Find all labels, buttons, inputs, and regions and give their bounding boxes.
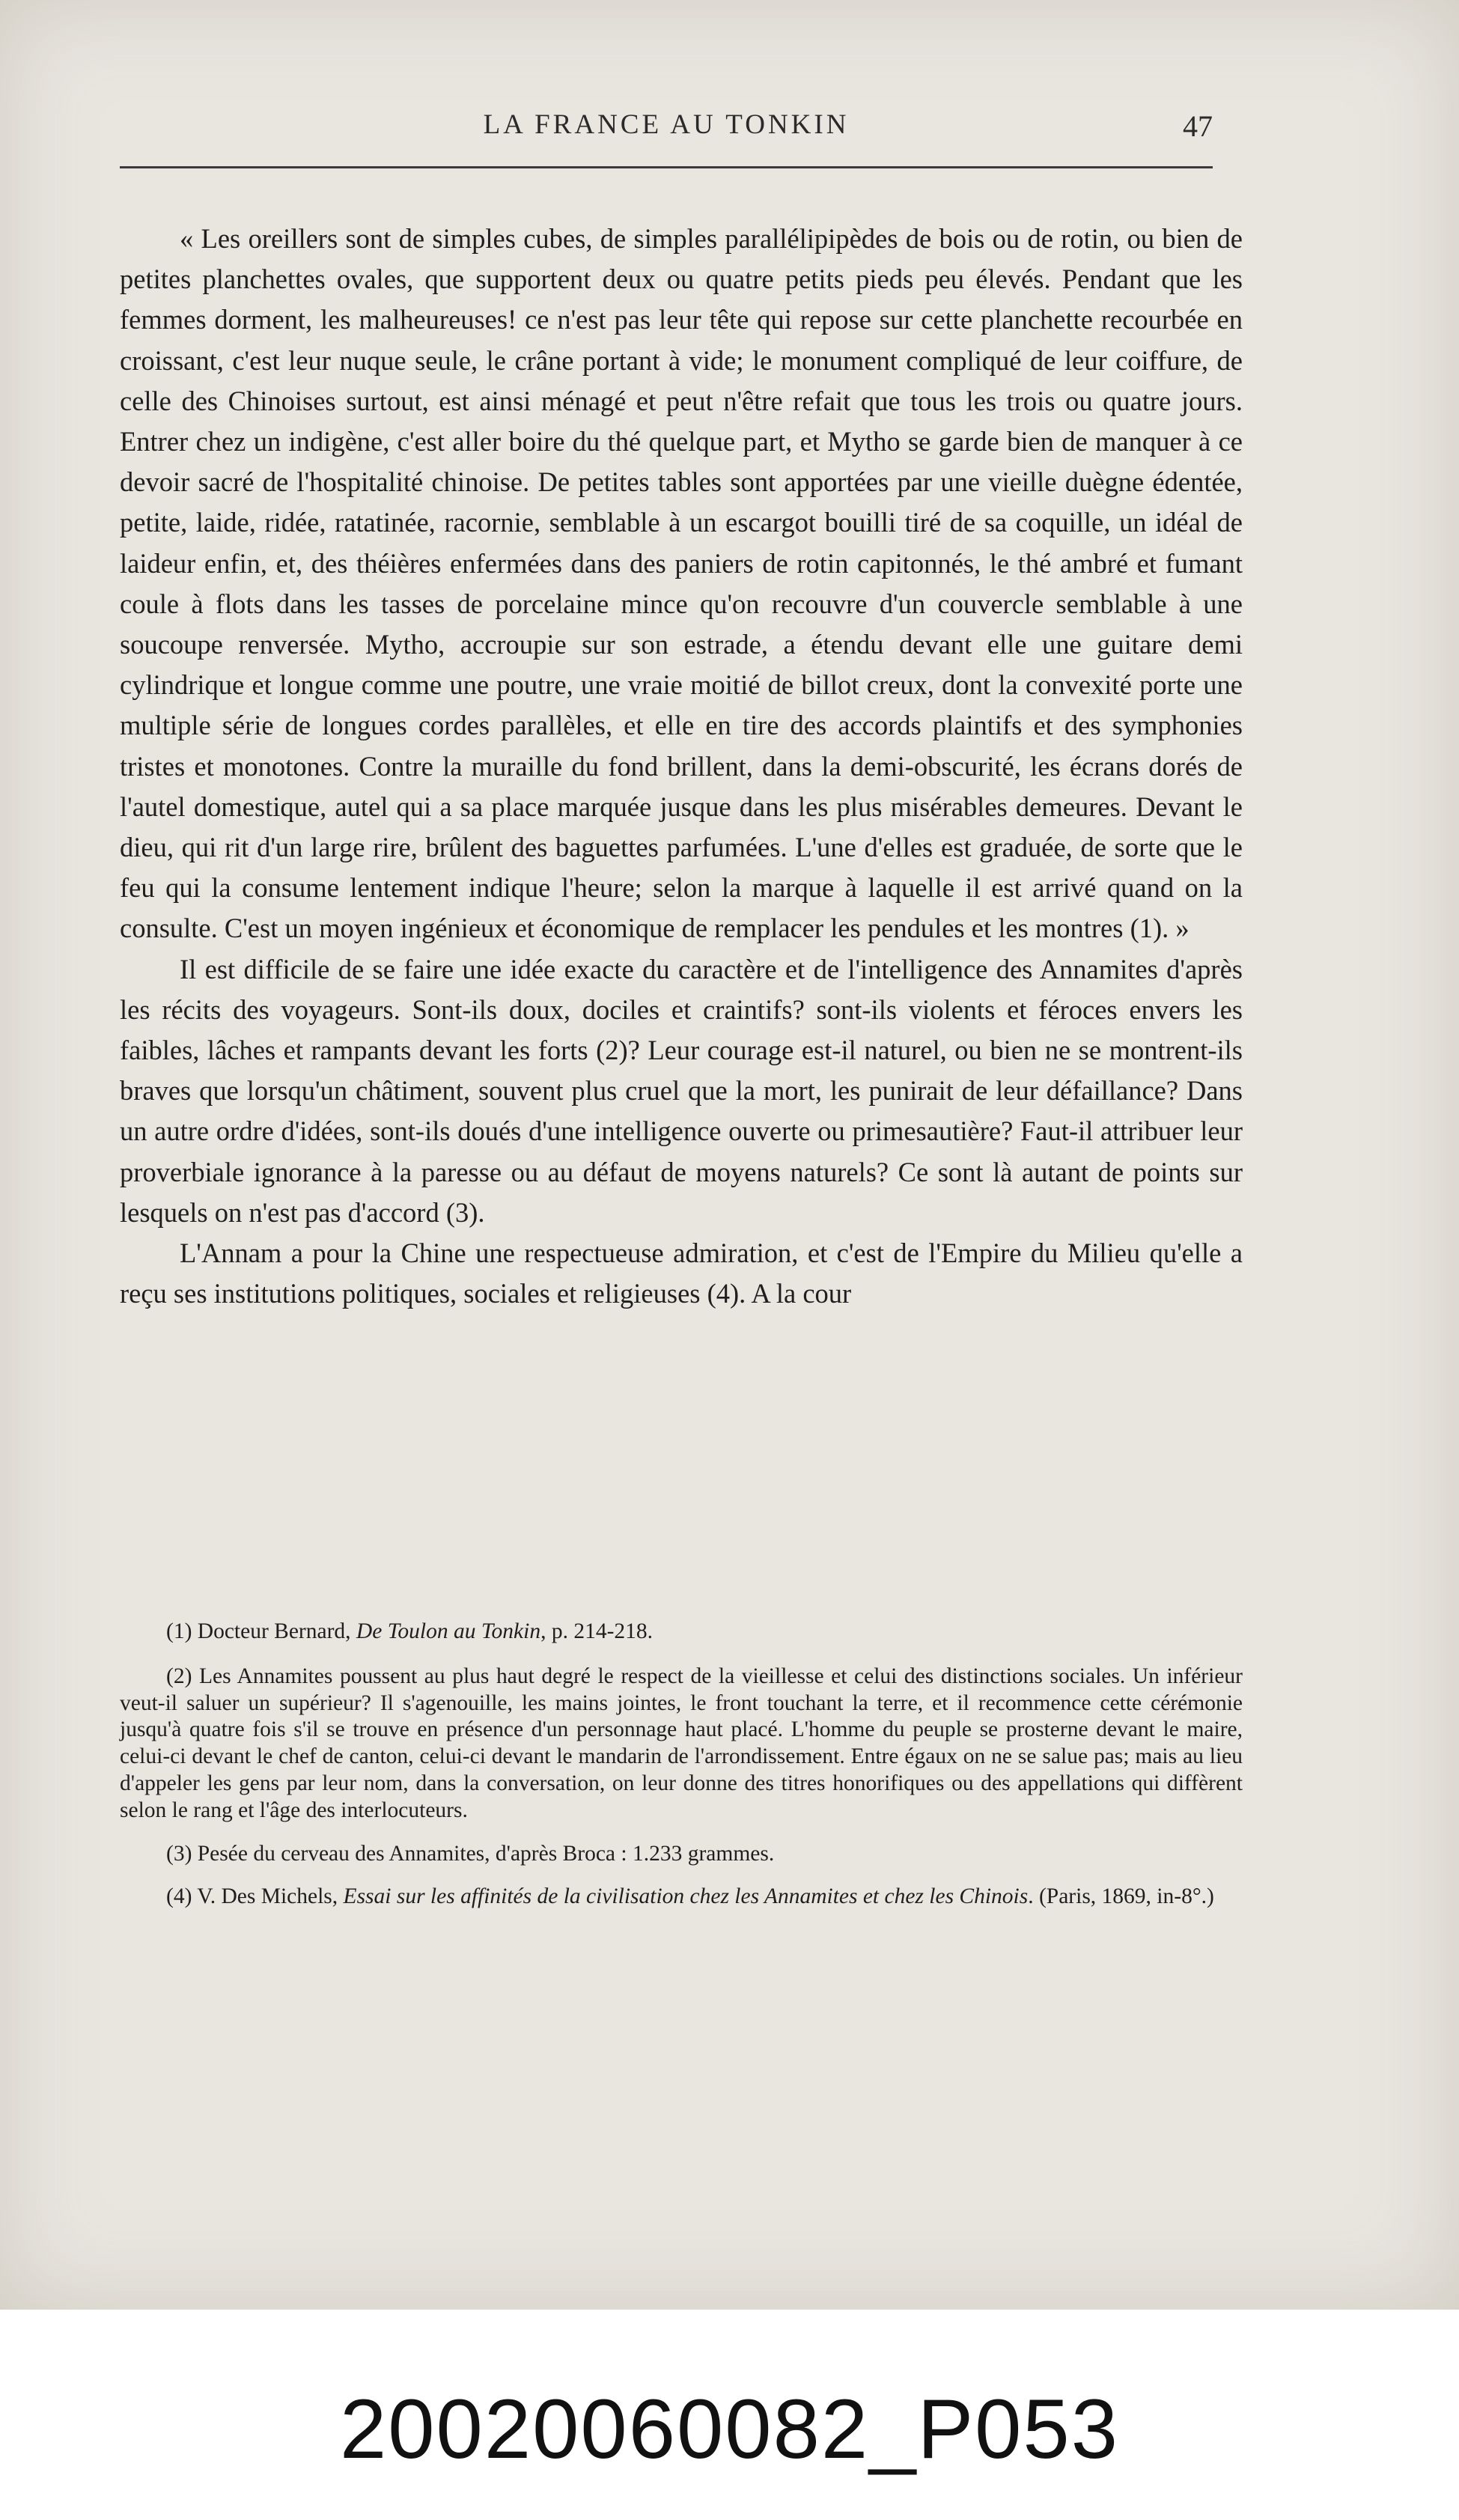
footnote-1 <box>120 1619 1243 1646</box>
paragraph-character: Il est difficile de se faire une idée exacte du caractère et de l'intelligence des Annamites d'après les récits des voyageurs. Sont-ils doux, dociles et craintifs? sont-ils violents et féroces envers les faibles, lâches et rampants devant les forts (2)? Leur courage est-il naturel, ou bien ne se montrent-ils braves que lorsqu'un châtiment, souvent plus cruel que la mort, les punirait de leur défaillance? Dans un autre ordre d'idées, sont-ils doués d'une intelligence ouverte ou primesautière? Faut-il attribuer leur proverbiale ignorance à la paresse ou au défaut de moyens naturels? Ce sont là autant de points sur lesquels on n'est pas d'accord (3). <box>120 953 1243 1228</box>
footnote-1-title: De Toulon au Tonkin <box>356 1619 541 1643</box>
footnotes <box>120 1619 1243 1918</box>
scan-id-caption: 20020060082_P053 <box>339 2382 1120 2476</box>
footnote-4 <box>120 1884 1243 1911</box>
page-header <box>120 109 1213 153</box>
footnote-2: (2) Les Annamites poussent au plus haut degré le respect de la vieillesse et celui des distinctions sociales. Un inférieur veut-il saluer un supérieur? Il s'agenouille, les mains jointes, le front touchant la terre, et il recommence cette cérémonie jusqu'à quatre fois s'il se trouve en présence d'un personnage haut placé. L'homme du peuple se prosterne devant le maire, celui-ci devant le chef de canton, celui-ci devant le mandarin de l'arrondissement. Entre égaux on ne se salue pas; mais au lieu d'appeler les gens par leur nom, dans la conversation, on leur donne des titres honorifiques ou des appellations qui diffèrent selon le rang et l'âge des interlocuteurs. <box>120 1664 1243 1822</box>
body-text <box>120 219 1243 1314</box>
footnote-4-title: Essai sur les affinités de la civilisation chez les Annamites et chez les Chinois <box>343 1884 1029 1909</box>
page-number: 47 <box>1183 109 1213 143</box>
header-rule <box>120 166 1213 168</box>
footnote-3: (3) Pesée du cerveau des Annamites, d'après Broca : 1.233 grammes. <box>166 1841 775 1866</box>
footnote-4-suffix: . (Paris, 1869, in-8°.) <box>1028 1884 1214 1909</box>
paragraph-annam-china: L'Annam a pour la Chine une respectueuse admiration, et c'est de l'Empire du Milieu qu'elle a reçu ses institutions politiques, sociales et religieuses (4). A la cour <box>120 1238 1243 1309</box>
footnote-4-prefix: (4) V. Des Michels, <box>166 1884 344 1909</box>
footnote-1-suffix: , p. 214-218. <box>540 1619 654 1643</box>
paragraph-quote: « Les oreillers sont de simples cubes, de simples parallélipipèdes de bois ou de rotin, ou bien de petites planchettes ovales, que supportent deux ou quatre petits pieds peu élevés. Pendant que les femmes dorment, les malheureuses! ce n'est pas leur tête qui repose sur cette planchette recourbée en croissant, c'est leur nuque seule, le crâne portant à vide; le monument compliqué de leur coiffure, de celle des Chinoises surtout, est ainsi ménagé et peut n'être refait que tous les trois ou quatre jours. Entrer chez un indigène, c'est aller boire du thé quelque part, et Mytho se garde bien de manquer à ce devoir sacré de l'hospitalité chinoise. De petites tables sont apportées par une vieille duègne édentée, petite, laide, ridée, ratatinée, racornie, semblable à un escargot bouilli tiré de sa coquille, un idéal de laideur enfin, et, des théières enfermées dans des paniers de rotin capitonnés, le thé ambré et fumant coule à flots dans les tasses de porcelaine mince qu'on recouvre d'un couvercle semblable à une soucoupe renversée. Mytho, accroupie sur son estrade, a étendu devant elle une guitare demi cylindrique et longue comme une poutre, une vraie moitié de billot creux, dont la convexité porte une multiple série de longues cordes parallèles, et elle en tire des accords plaintifs et des symphonies tristes et monotones. Contre la muraille du fond brillent, dans la demi-obscurité, les écrans dorés de l'autel domestique, autel qui a sa place marquée jusque dans les plus misérables demeures. Devant le dieu, qui rit d'un large rire, brûlent des baguettes parfumées. L'une d'elles est graduée, de sorte que le feu qui la consume lentement indique l'heure; selon la marque à laquelle il est arrivé quand on la consulte. C'est un moyen ingénieux et économique de remplacer les pendules et les montres (1). » <box>120 223 1243 944</box>
running-title: LA FRANCE AU TONKIN <box>483 109 850 140</box>
footnote-1-prefix: (1) Docteur Bernard, <box>166 1619 356 1643</box>
